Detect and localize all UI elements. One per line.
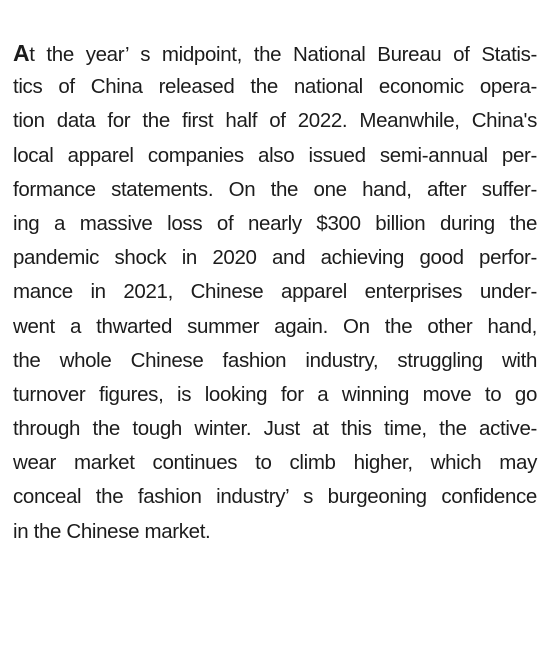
text-line-12: through the tough winter. Just at this time, the active-	[13, 417, 537, 441]
article-paragraph	[13, 36, 537, 549]
text-line-3: tion data for the first half of 2022. Meanwhile, China's	[13, 109, 537, 133]
text-line-7: pandemic shock in 2020 and achieving good perfor-	[13, 246, 537, 270]
text-line-9: went a thwarted summer again. On the other hand,	[13, 314, 537, 338]
text-line-10: the whole Chinese fashion industry, struggling with	[13, 348, 537, 372]
text-line-13: wear market continues to climb higher, which may	[13, 451, 537, 475]
drop-cap: A	[13, 40, 30, 66]
text-line-6: ing a massive loss of nearly $300 billion during the	[13, 211, 537, 235]
text-line-14: conceal the fashion industry’ s burgeoning confidence	[13, 485, 537, 509]
text-line-15: in the Chinese market.	[13, 519, 211, 543]
text-line-4: local apparel companies also issued semi-annual per-	[13, 143, 537, 167]
text-line-1: At the year’ s midpoint, the National Bureau of Statis-	[13, 40, 537, 66]
text-line-11: turnover figures, is looking for a winning move to go	[13, 382, 537, 406]
text-line-5: formance statements. On the one hand, after suffer-	[13, 177, 537, 201]
text-line-2: tics of China released the national economic opera-	[13, 75, 537, 99]
text-line-8: mance in 2021, Chinese apparel enterprises under-	[13, 280, 537, 304]
